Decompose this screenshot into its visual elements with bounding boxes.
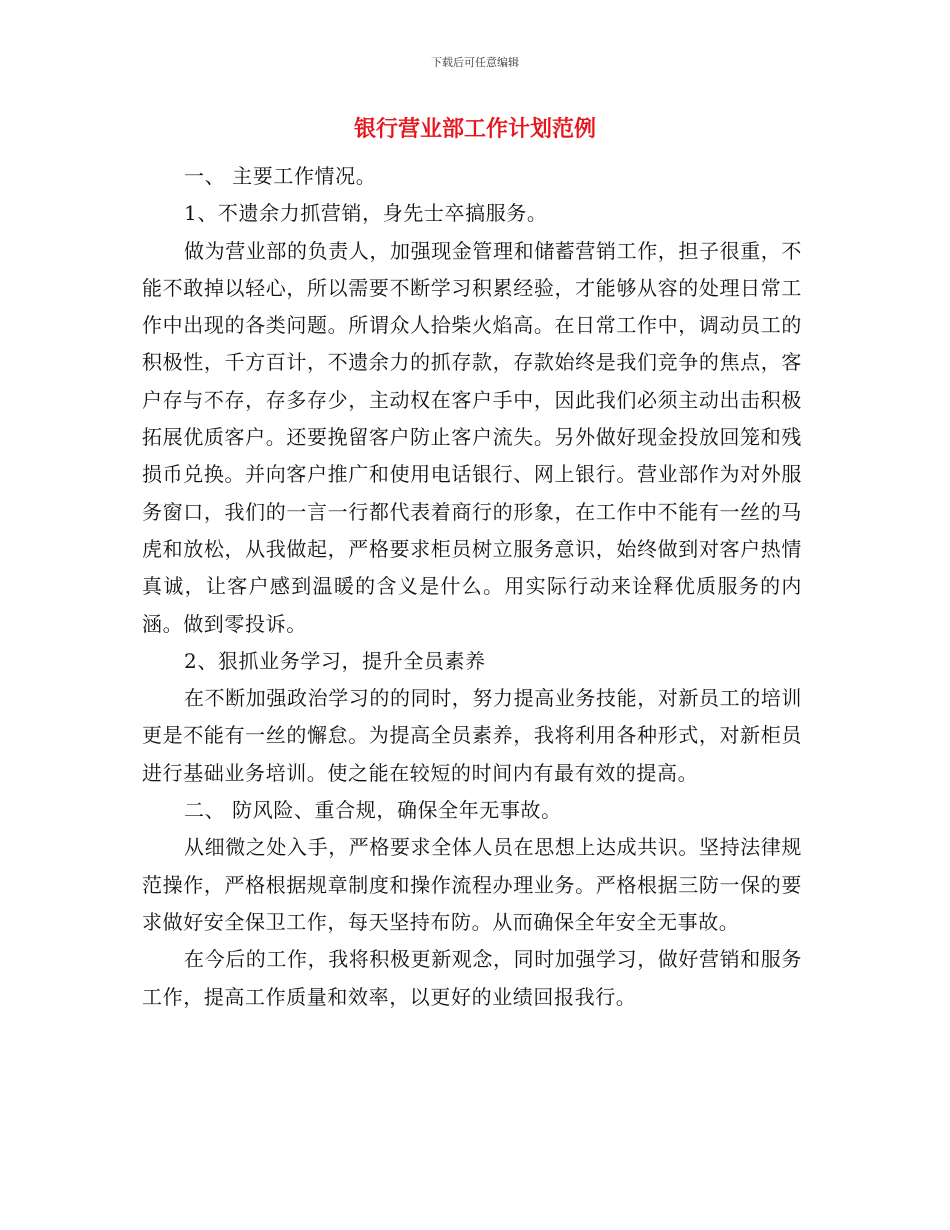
download-note: 下载后可任意编辑 [431, 56, 519, 69]
subheading-1: 1、不遗余力抓营销，身先士卒搞服务。 [184, 201, 548, 226]
section-heading-2: 二、 防风险、重合规，确保全年无事故。 [184, 798, 562, 823]
subheading-2: 2、狠抓业务学习，提升全员素养 [184, 648, 486, 673]
paragraph-3: 从细微之处入手，严格要求全体人员在思想上达成共识。坚持法律规范操作，严格根据规章制度和操作流程办理业务。严格根据三防一保的要求做好安全保卫工作，每天坚持布防。从而确保全年安全无事故。 [142, 835, 802, 934]
document-body [142, 158, 802, 1016]
document-title: 银行营业部工作计划范例 [353, 116, 596, 142]
section-heading-1: 一、 主要工作情况。 [184, 164, 377, 188]
paragraph-2: 在不断加强政治学习的的同时，努力提高业务技能，对新员工的培训更是不能有一丝的懈怠。为提高全员素养，我将利用各种形式，对新柜员进行基础业务培训。使之能在较短的时间内有最有效的提高。 [142, 686, 802, 785]
paragraph-4: 在今后的工作，我将积极更新观念，同时加强学习，做好营销和服务工作，提高工作质量和效率，以更好的业绩回报我行。 [142, 947, 802, 1009]
paragraph-1: 做为营业部的负责人，加强现金管理和储蓄营销工作，担子很重，不能不敢掉以轻心，所以需要不断学习积累经验，才能够从容的处理日常工作中出现的各类问题。所谓众人拾柴火焰高。在日常工作中，调动员工的积极性，千方百计，不遗余力的抓存款，存款始终是我们竞争的焦点，客户存与不存，存多存少，主动权在客户手中，因此我们必须主动出击积极拓展优质客户。还要挽留客户防止客户流失。另外做好现金投放回笼和残损币兑换。并向客户推广和使用电话银行、网上银行。营业部作为对外服务窗口，我们的一言一行都代表着商行的形象，在工作中不能有一丝的马虎和放松，从我做起，严格要求柜员树立服务意识，始终做到对客户热情真诚，让客户感到温暖的含义是什么。用实际行动来诠释优质服务的内涵。做到零投诉。 [142, 238, 802, 636]
